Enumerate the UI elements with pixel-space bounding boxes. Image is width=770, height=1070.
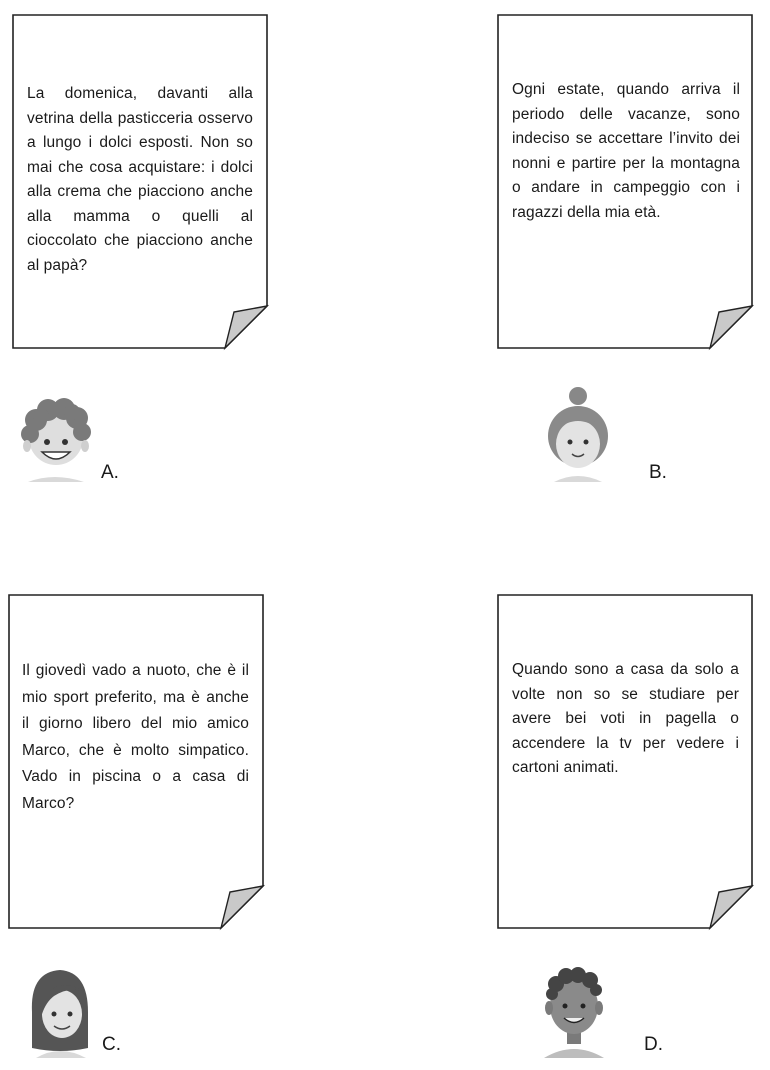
label-d: D. <box>644 1034 663 1055</box>
girl-bun-avatar-icon <box>538 382 618 486</box>
boy-short-hair-avatar-icon <box>534 960 614 1060</box>
boy-curly-avatar-icon <box>14 394 104 486</box>
note-card-d <box>497 594 753 930</box>
note-text-c: Il giovedì vado a nuoto, che è il mio sport preferito, ma è anche il giorno libero del mio amico Marco, che è molto simpatico. Vado in piscina o a casa di Marco? <box>22 662 249 812</box>
label-c: C. <box>102 1034 121 1055</box>
label-a: A. <box>101 462 119 483</box>
note-text-d: Quando sono a casa da solo a volte non so se studiare per avere bei voti in pagella o accendere la tv per vedere i cartoni animati. <box>512 661 739 776</box>
note-text-a: La domenica, davanti alla vetrina della pasticceria osservo a lungo i dolci esposti. Non so mai che cosa acquistare: i dolci alla crema che piacciono anche alla mamma o quelli al cioccolato che piacciono anche al papà? <box>27 85 253 274</box>
note-card-a <box>12 14 268 350</box>
girl-long-hair-avatar-icon <box>24 962 96 1060</box>
label-b: B. <box>649 462 667 483</box>
note-card-c <box>8 594 264 930</box>
note-card-b <box>497 14 753 350</box>
note-text-b: Ogni estate, quando arriva il periodo delle vacanze, sono indeciso se accettare l’invito dei nonni e partire per la montagna o andare in campeggio con i ragazzi della mia età. <box>512 81 740 221</box>
